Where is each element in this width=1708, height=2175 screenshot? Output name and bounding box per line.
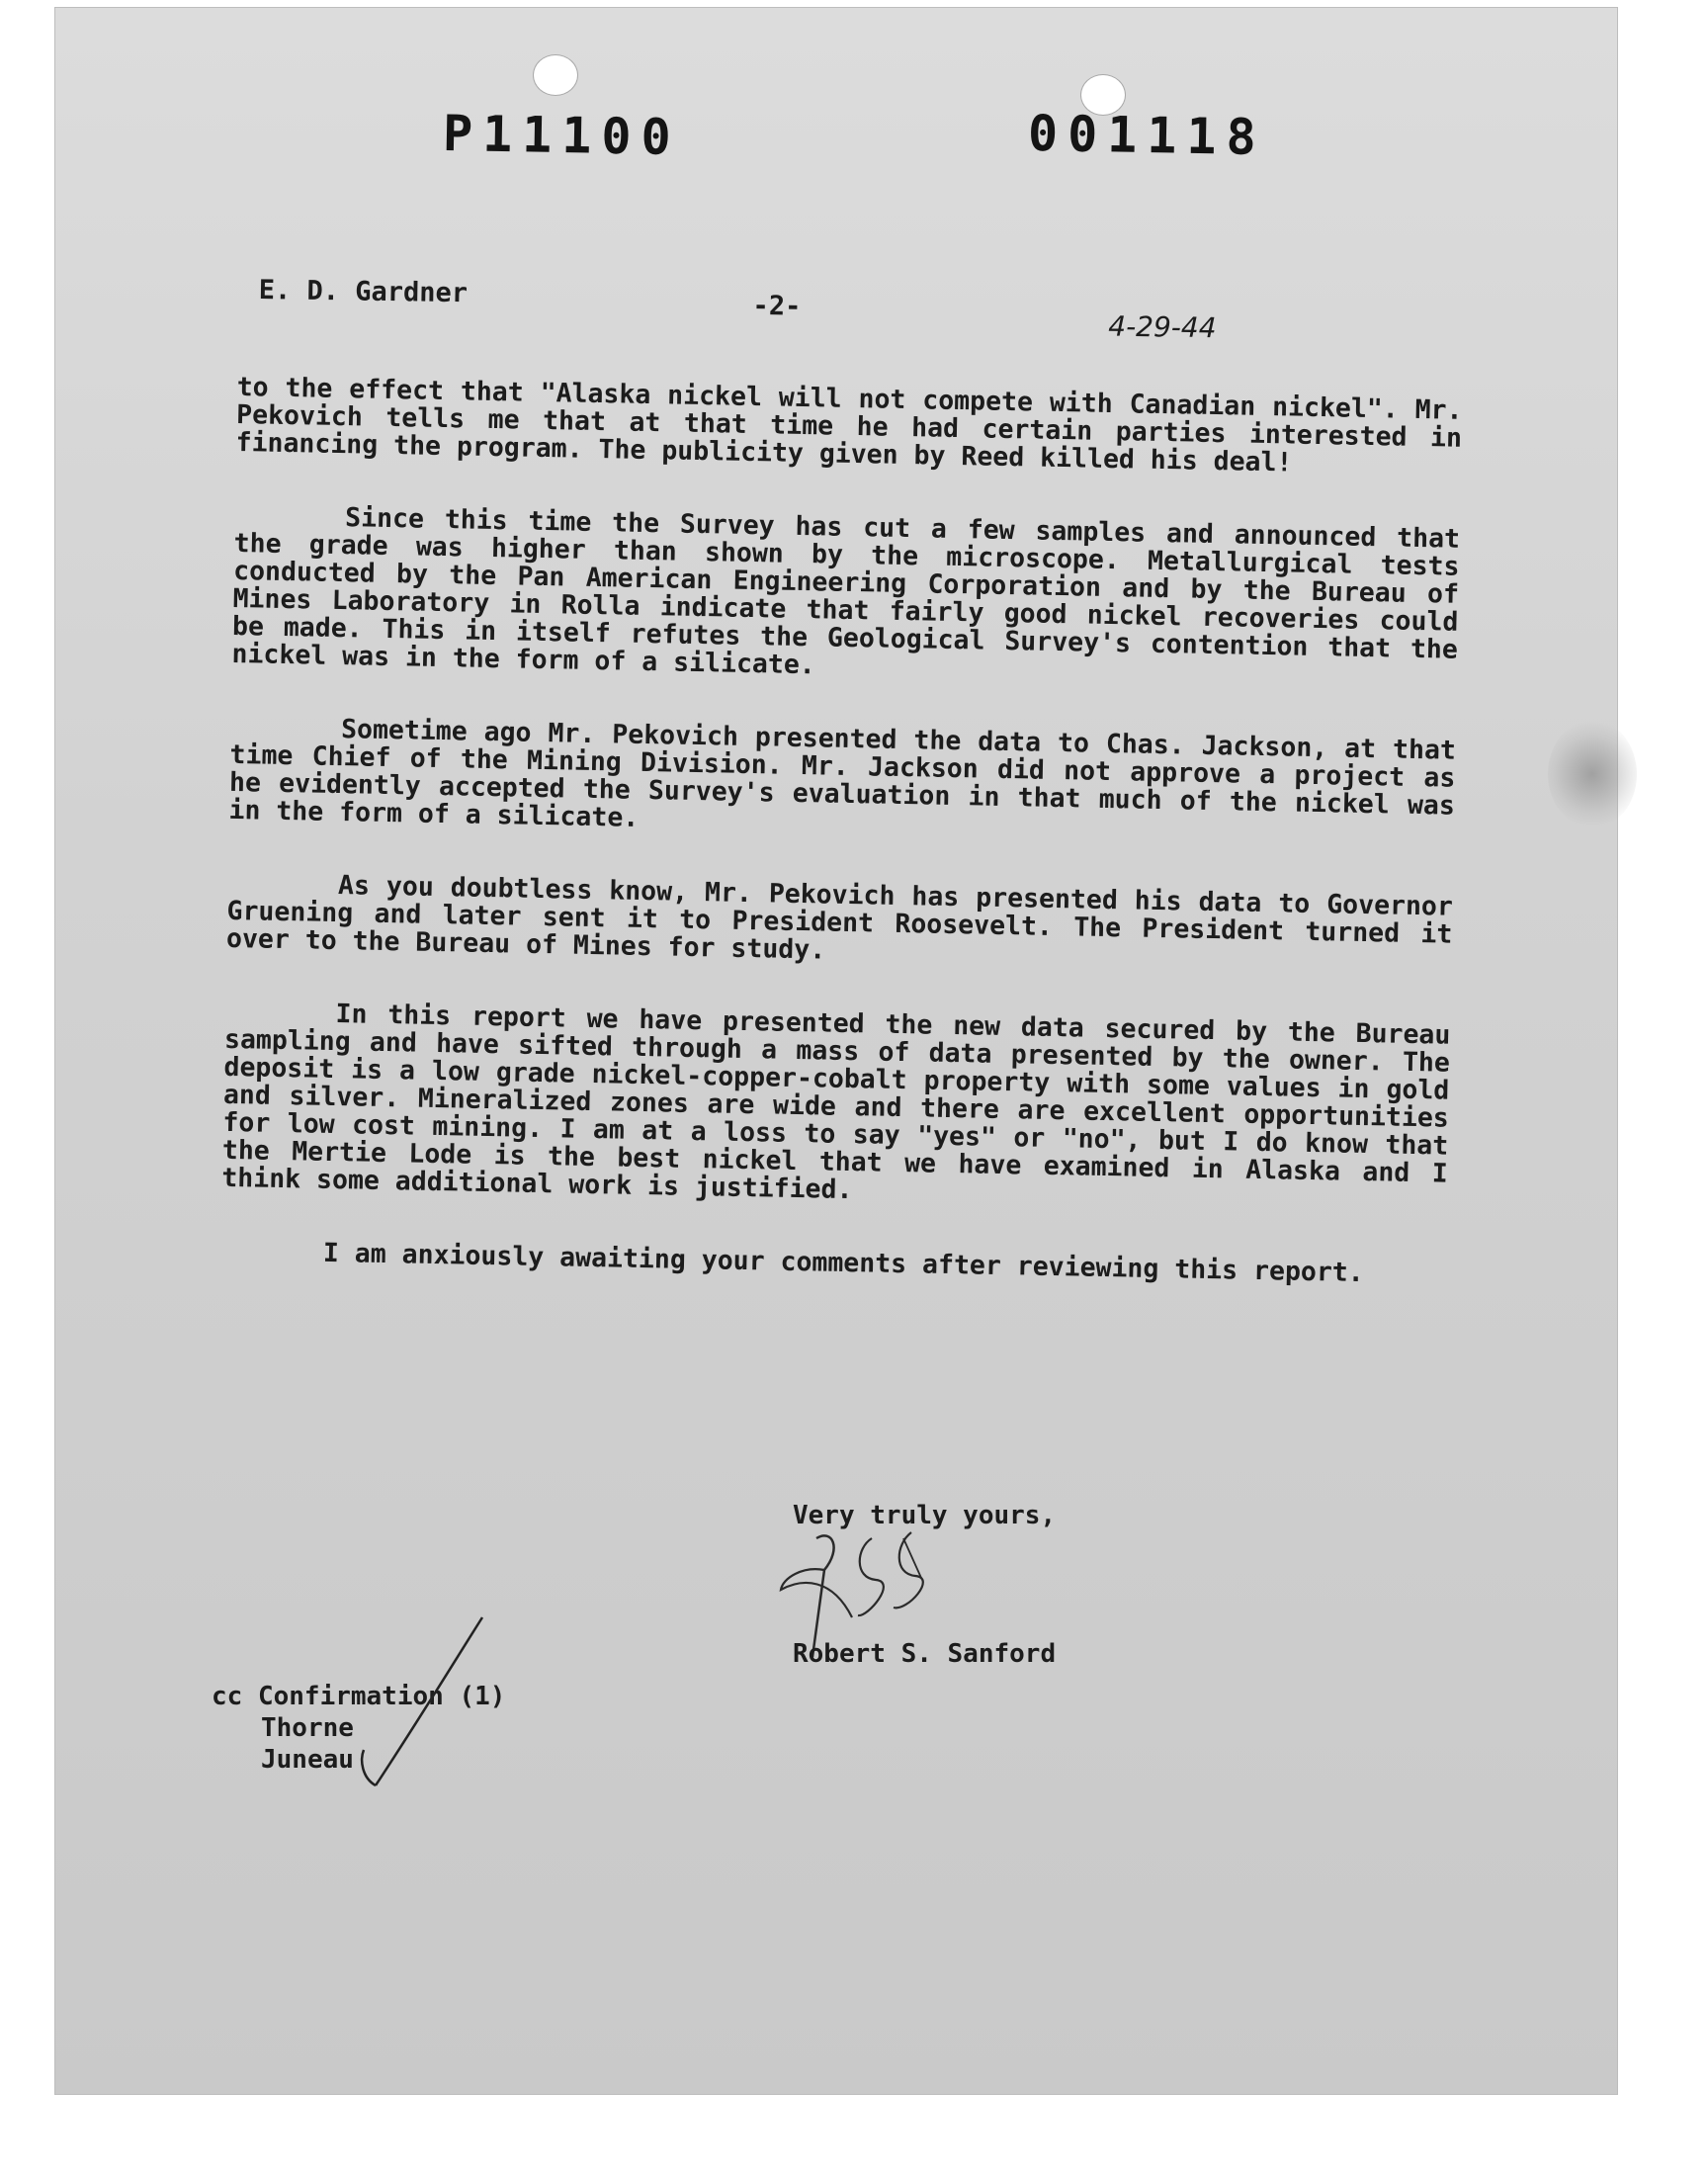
salutation: Very truly yours, <box>793 1501 1057 1530</box>
paragraph-report-summary: In this report we have presented the new data secured by the Bureau sampling and have sifted through a mass of data presented by the owner. The deposit is a low grade nickel-copper-cobalt property with some values in gold and silver. Mineralized zones are wide and there are excellent opportunities for low cost mining. I am at a loss to say "yes" or "no", but I do know that the Mertie Lode is the best nickel that we have examined in Alaska and I think some additional work is justified. <box>221 999 1451 1206</box>
handwritten-signature <box>773 1509 971 1657</box>
cc-confirmation: cc Confirmation (1) <box>212 1682 506 1711</box>
paragraph-survey-samples: Since this time the Survey has cut a few samples and announced that the grade was higher than shown by the microscope. Metallurgical tests conducted by the Pan American Engineering Corporation and by the Bureau of Mines Laboratory in Rolla indicate that fairly good nickel recoveries could be made. This in itself refutes the Geological Survey's contention that the nickel was in the form of a silicate. <box>231 502 1461 681</box>
letter-body <box>219 374 1463 1335</box>
scan-smudge <box>1548 720 1637 828</box>
cc-thorne: Thorne <box>261 1713 354 1743</box>
letter-date: 4-29-44 <box>1108 309 1217 345</box>
paragraph-jackson: Sometime ago Mr. Pekovich presented the data to Chas. Jackson, at that time Chief of the Mining Division. Mr. Jackson did not approve a project as he evidently accepted the Survey's evaluation in that much of the nickel was in the form of a silicate. <box>228 714 1457 833</box>
check-mark-icon <box>336 1611 494 1789</box>
document-stamp-right: 001118 <box>1027 104 1267 167</box>
punch-hole-left <box>534 55 577 95</box>
paragraph-awaiting-comments: I am anxiously awaiting your comments after reviewing this report. <box>322 1237 1365 1289</box>
paragraph-roosevelt: As you doubtless know, Mr. Pekovich has presented his data to Governor Gruening and later sent it to President Roosevelt. The President turned it over to the Bureau of Mines for study. <box>225 870 1454 966</box>
paragraph-continuation: to the effect that "Alaska nickel will not compete with Canadian nickel". Mr. Pekovich tells me that at that time he had certain parties interested in financing the program. The publicity given by Reed killed his deal! <box>235 372 1463 478</box>
signer-name: Robert S. Sanford <box>793 1639 1057 1669</box>
page-number: -2- <box>752 290 802 322</box>
document-stamp-left: P11100 <box>442 104 682 167</box>
addressee: E. D. Gardner <box>258 275 469 309</box>
cc-juneau: Juneau <box>261 1745 354 1775</box>
closing-block <box>793 1501 1287 1679</box>
